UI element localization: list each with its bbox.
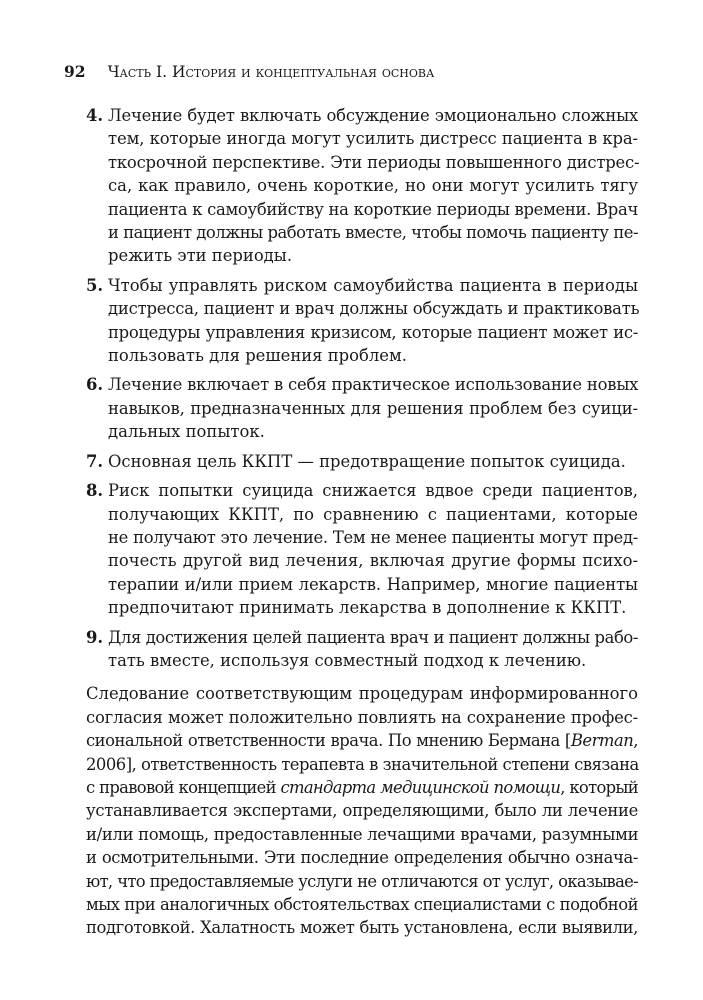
paragraph-line: подготовкой. Халатность может быть установлена, если выявили, bbox=[86, 918, 638, 938]
citation-author: Berman bbox=[570, 731, 634, 751]
paragraph-line: и/или помощь, предоставленные лечащими врачами, разумными bbox=[86, 824, 639, 844]
list-item-number: 7. bbox=[86, 451, 104, 471]
list-item-line: са, как правило, очень короткие, но они могут усилить тягу bbox=[108, 176, 638, 196]
list-item-line: Риск попытки суицида снижается вдвое среди пациентов, bbox=[108, 481, 638, 501]
list-item-line: и пациент должны работать вместе, чтобы помочь пациенту пе- bbox=[108, 223, 638, 243]
running-header bbox=[64, 62, 434, 82]
list-item bbox=[64, 373, 638, 443]
paragraph-text: с правовой концепцией bbox=[86, 777, 281, 797]
page-number: 92 bbox=[64, 62, 86, 81]
list-item bbox=[64, 274, 638, 368]
list-item-line: процедуры управления кризисом, которые пациент может ис- bbox=[108, 322, 638, 342]
paragraph-line: 2006], ответственность терапевта в значительной степени связана bbox=[86, 754, 639, 774]
list-item bbox=[64, 450, 638, 473]
list-item-number: 9. bbox=[86, 627, 104, 647]
list-item-line: пользовать для решения проблем. bbox=[108, 346, 407, 366]
page-content bbox=[64, 104, 638, 940]
list-item-line: навыков, предназначенных для решения проблем без суици- bbox=[108, 398, 638, 418]
list-item-line: не получают это лечение. Тем не менее пациенты могут пред- bbox=[108, 527, 638, 547]
paragraph-line bbox=[64, 776, 638, 799]
body-paragraph bbox=[64, 682, 638, 939]
list-item-line: Для достижения целей пациента врач и пациент должны рабо- bbox=[108, 627, 639, 647]
list-item bbox=[64, 104, 638, 268]
paragraph-text: , bbox=[633, 731, 638, 751]
list-item-line: Лечение включает в себя практическое использование новых bbox=[108, 375, 639, 395]
list-item-line: ткосрочной перспективе. Эти периоды повышенного дистрес- bbox=[108, 152, 640, 172]
list-item-line: тать вместе, используя совместный подход к лечению. bbox=[108, 650, 587, 670]
paragraph-line: ют, что предоставляемые услуги не отличаются от услуг, оказывае- bbox=[86, 871, 638, 891]
paragraph-line: мых при аналогичных обстоятельствах специалистами с подобной bbox=[86, 895, 638, 914]
list-item-line: предпочитают принимать лекарства в дополнение к ККПТ. bbox=[108, 598, 627, 618]
list-item-line: получающих ККПТ, по сравнению с пациентами, которые bbox=[108, 504, 638, 524]
list-item-line: Лечение будет включать обсуждение эмоционально сложных bbox=[108, 106, 638, 125]
list-item-line: почесть другой вид лечения, включая другие формы психо- bbox=[108, 551, 638, 571]
list-item-line: пациента к самоубийству на короткие периоды времени. Врач bbox=[108, 199, 638, 219]
list-item-line: тем, которые иногда могут усилить дистресс пациента в кра- bbox=[108, 129, 638, 149]
paragraph-text: сиональной ответственности врача. По мнению Бермана [ bbox=[86, 731, 571, 751]
paragraph-line: устанавливается экспертами, определяющими, было ли лечение bbox=[86, 801, 638, 821]
list-item bbox=[64, 479, 638, 619]
list-item-line: терапии и/или прием лекарств. Например, многие пациенты bbox=[108, 574, 638, 594]
list-item-line: дистресса, пациент и врач должны обсуждать и практиковать bbox=[108, 299, 640, 319]
paragraph-text: , который bbox=[560, 777, 638, 797]
list-item bbox=[64, 626, 638, 673]
list-item-line: Основная цель ККПТ — предотвращение попыток суицида. bbox=[108, 451, 626, 471]
paragraph-line: согласия может положительно повлиять на сохранение профес- bbox=[86, 707, 638, 727]
paragraph-line bbox=[64, 729, 638, 752]
list-item-number: 4. bbox=[86, 106, 104, 125]
list-item-line: Чтобы управлять риском самоубийства пациента в периоды bbox=[108, 275, 638, 295]
paragraph-line: Следование соответствующим процедурам информированного bbox=[86, 684, 638, 704]
list-item-number: 6. bbox=[86, 375, 104, 395]
paragraph-line: и осмотрительными. Эти последние определения обычно означа- bbox=[86, 848, 638, 868]
list-item-number: 8. bbox=[86, 481, 104, 501]
list-item-line: режить эти периоды. bbox=[108, 246, 293, 266]
list-item-line: дальных попыток. bbox=[108, 422, 265, 442]
list-item-number: 5. bbox=[86, 275, 104, 295]
part-title: Часть I. История и концептуальная основа bbox=[107, 63, 435, 81]
emphasized-term: стандарта медицинской помощи bbox=[280, 777, 561, 797]
numbered-list bbox=[64, 104, 638, 672]
